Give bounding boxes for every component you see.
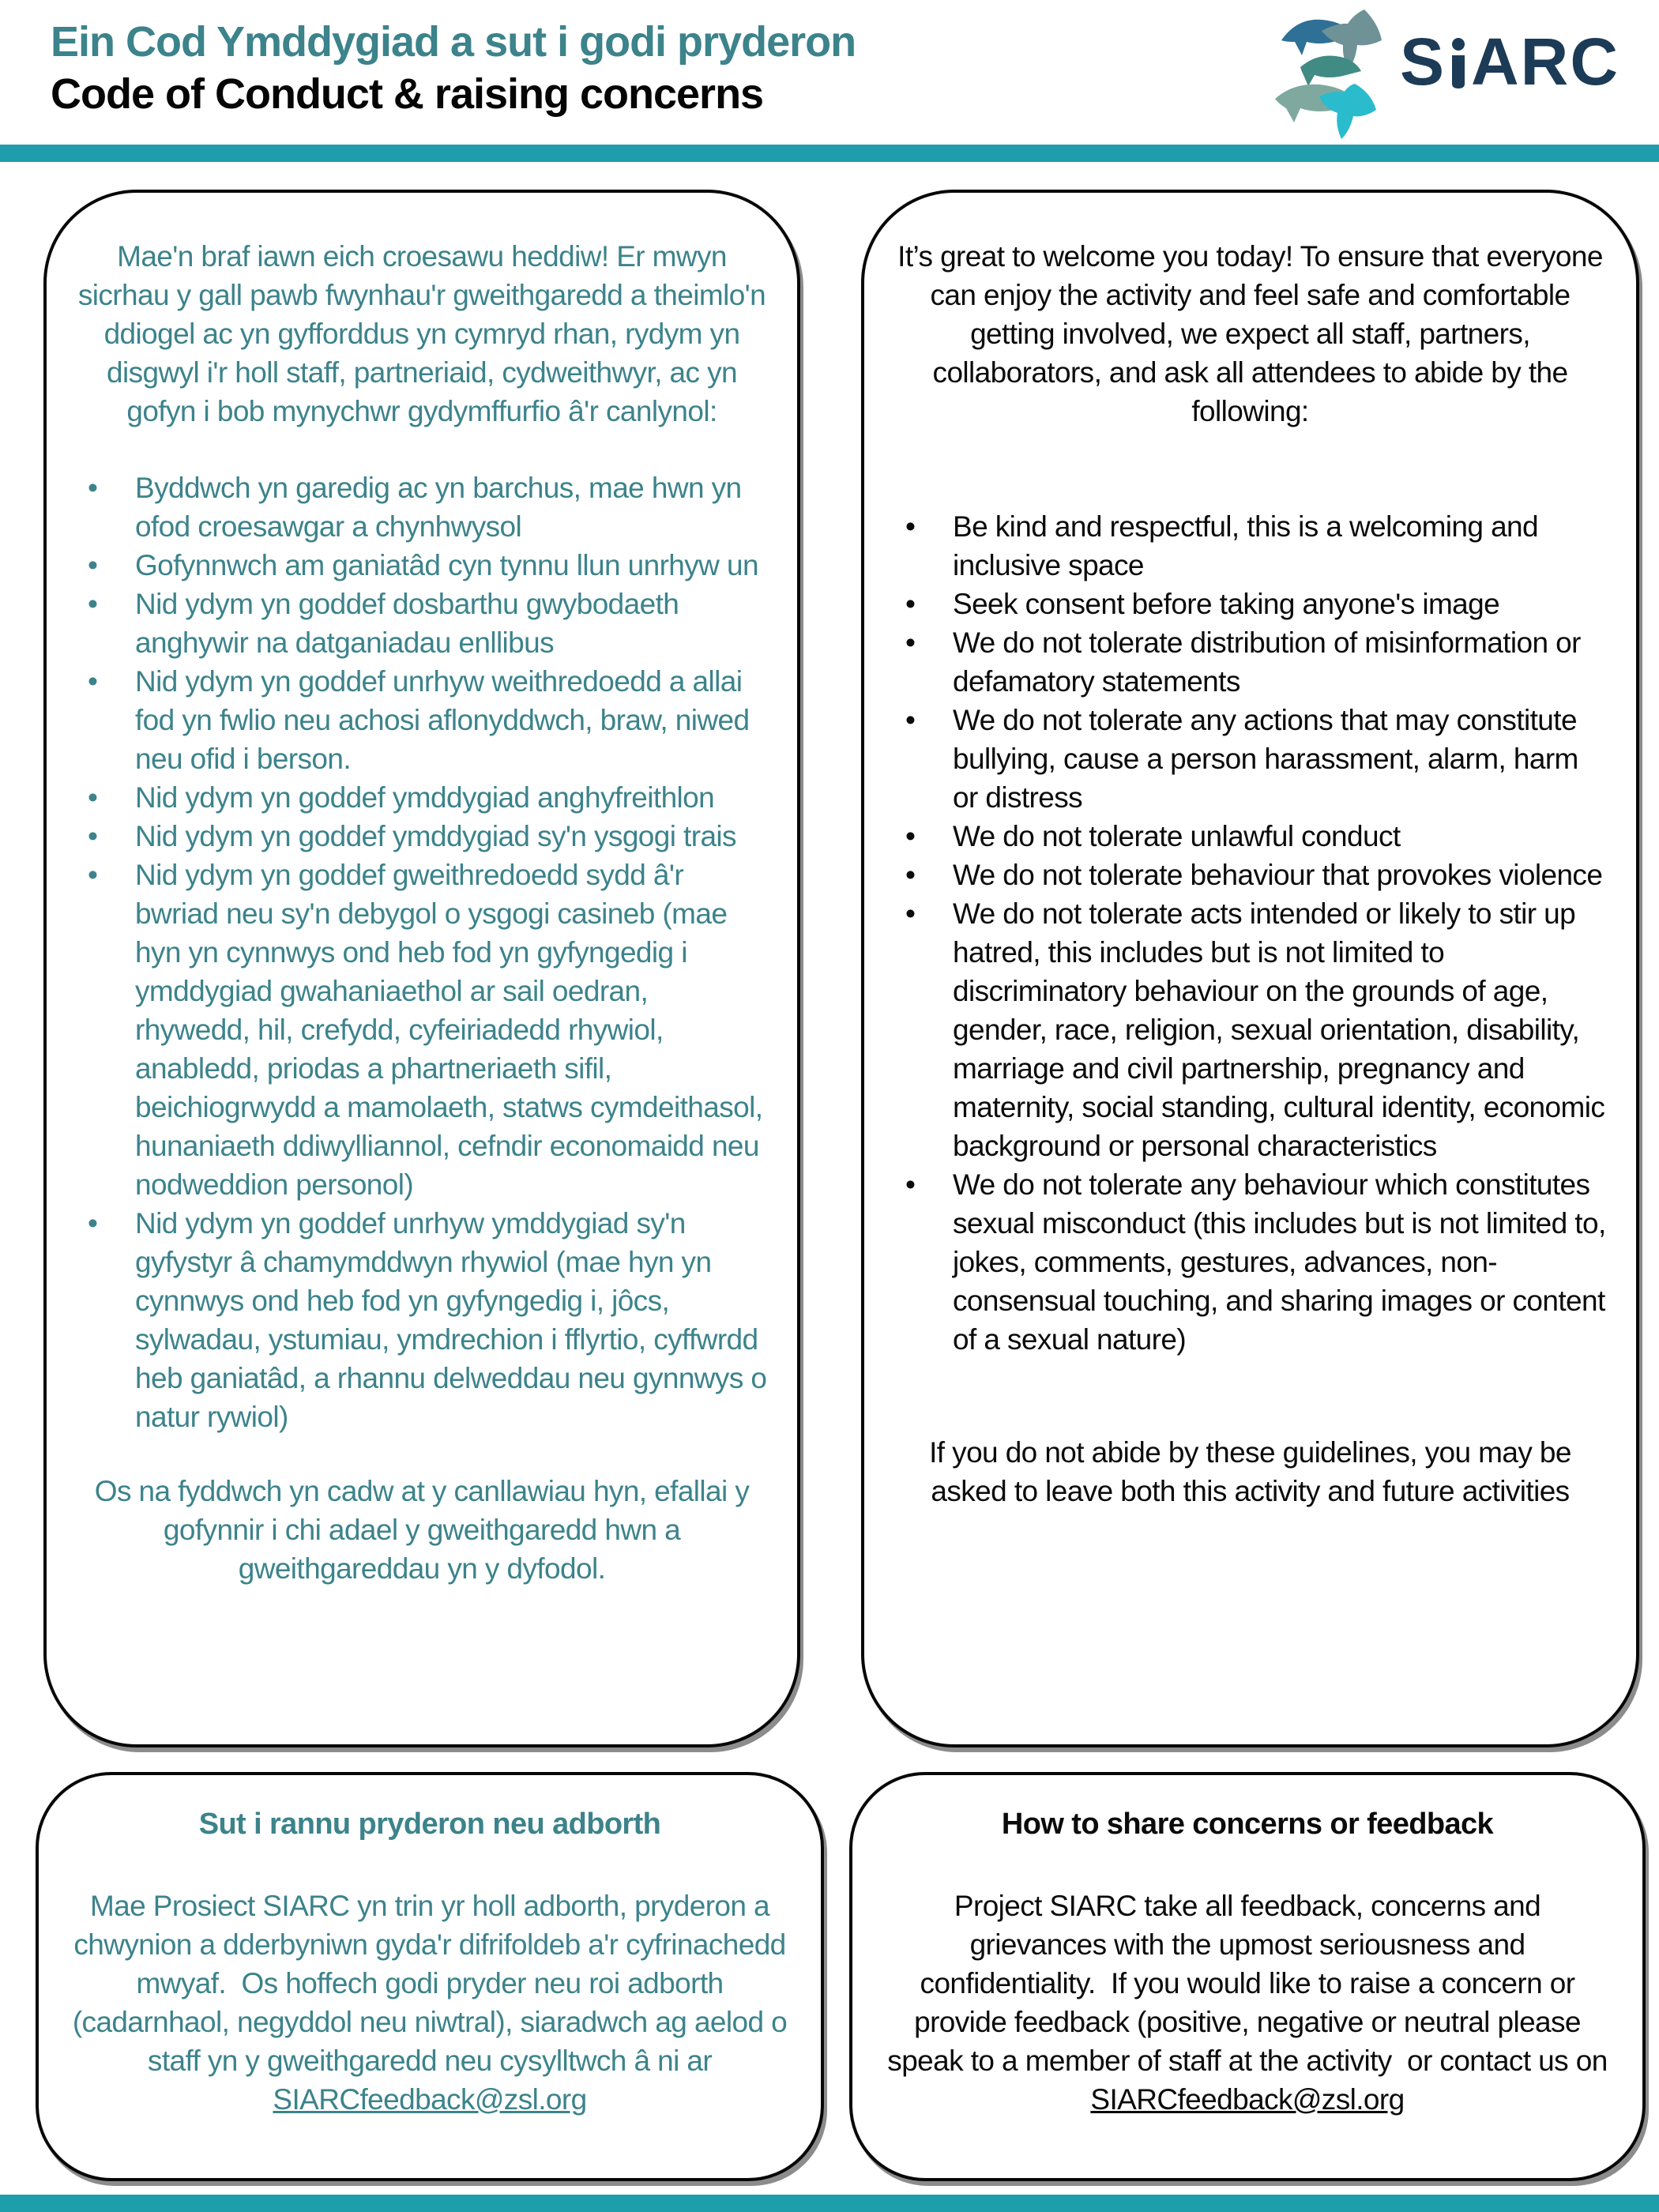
bullet-item: • We do not tolerate any actions that may constitute bullying, cause a person harassment, alarm, harm or distress [953,701,1609,817]
header-divider [0,145,1659,162]
sea-creatures-icon [1273,5,1394,141]
person-icon [1449,38,1468,90]
bullet-item: • We do not tolerate unlawful conduct [953,817,1609,856]
bullet-item: • We do not tolerate any behaviour which constitutes sexual misconduct (this includes but is not limited to, jokes, comments, gestures, advances, non-consensual touching, and sharing images or content of a sexual nature) [953,1165,1609,1359]
bullet-item: • We do not tolerate behaviour that provokes violence [953,856,1609,894]
bullet-item: • We do not tolerate acts intended or likely to stir up hatred, this includes but is not limited to discriminatory behaviour on the grounds of age, gender, race, religion, sexual orientation, disability, marriage and civil partnership, pregnancy and maternity, social standing, cultural identity, economic background or personal characteristics [953,894,1609,1165]
logo-letters-arc: ARC [1471,24,1620,99]
bullet-item: • Nid ydym yn goddef ymddygiad sy'n ysgogi trais [135,817,770,856]
welsh-feedback-title: Sut i rannu pryderon neu adborth [198,1808,661,1841]
feedback-email-link[interactable]: SIARCfeedback@zsl.org [273,2083,587,2116]
siarc-wordmark [1399,24,1620,117]
welsh-code-box [43,190,800,1747]
page-title-welsh: Ein Cod Ymddygiad a sut i godi pryderon [51,18,856,66]
english-intro: It’s great to welcome you today! To ensure that everyone can enjoy the activity and feel safe and comfortable getting involved, we expect all staff, partners, collaborators, and ask all attendees to abide by the following: [897,240,1603,427]
bullet-item: • Nid ydym yn goddef unrhyw weithredoedd a allai fod yn fwlio neu achosi aflonyddwch, braw, niwed neu ofid i berson. [135,662,770,778]
feedback-email-link[interactable]: SIARCfeedback@zsl.org [1090,2083,1405,2116]
english-feedback-body [884,1887,1611,2119]
english-code-box [861,190,1639,1747]
welsh-intro: Mae'n braf iawn eich croesawu heddiw! Er mwyn sicrhau y gall pawb fwynhau'r gweithgaredd a theimlo'n ddiogel ac yn gyfforddus yn cymryd rhan, rydym yn disgwyl i'r holl staff, partneriaid, cydweithwyr, ac yn gofyn i bob mynychwr gydymffurfio â'r canlynol: [77,240,766,427]
bullet-item: • Nid ydym yn goddef unrhyw ymddygiad sy'n gyfystyr â chamymddwyn rhywiol (mae hyn yn cynnwys ond heb fod yn gyfyngedig i, jôcs, sylwadau, ystumiau, ymdrechion i fflyrtio, cyffwrdd heb ganiatâd, a rhannu delweddau neu gynnwys o natur rywiol) [135,1204,770,1436]
bullet-item: • Seek consent before taking anyone's image [953,585,1609,623]
bullet-item: • Be kind and respectful, this is a welcoming and inclusive space [953,507,1609,585]
welsh-feedback-text: Mae Prosiect SIARC yn trin yr holl adborth, pryderon a chwynion a dderbyniwn gyda'r difrifoldeb a'r cyfrinachedd mwyaf. Os hoffech godi pryder neu roi adborth (cadarnhaol, negyddol neu niwtral), siaradwch ag aelod o staff yn y gweithgaredd neu cysylltwch â ni ar [72,1890,795,2077]
siarc-logo [1273,5,1620,141]
welsh-closing: Os na fyddwch yn cadw at y canllawiau hyn, efallai y gofynnir i chi adael y gweithgaredd hwn a gweithgareddau yn y dyfodol. [94,1475,750,1585]
page-titles [51,16,856,120]
bullet-item: • Nid ydym yn goddef gweithredoedd sydd â'r bwriad neu sy'n debygol o ysgogi casineb (mae hyn yn cynnwys ond heb fod yn gyfyngedig i ymddygiad gwahaniaethol ar sail oedran, rhywedd, hil, crefydd, cyfeiriadedd rhywiol, anabledd, priodas a phartneriaeth sifil, beichiogrwydd a mamolaeth, statws cymdeithasol, hunaniaeth ddiwylliannol, cefndir economaidd neu nodweddion personol) [135,856,770,1204]
bullet-item: • We do not tolerate distribution of misinformation or defamatory statements [953,623,1609,701]
bullet-item: • Gofynnwch am ganiatâd cyn tynnu llun unrhyw un [135,546,770,585]
logo-letter-s: S [1399,24,1446,99]
english-closing: If you do not abide by these guidelines, you may be asked to leave both this activity and future activities [929,1436,1571,1507]
footer-divider [0,2195,1659,2212]
welsh-bullet-list [73,468,770,1436]
bullet-item: • Byddwch yn garedig ac yn barchus, mae hwn yn ofod croesawgar a chynhwysol [135,468,770,546]
page-title-english: Code of Conduct & raising concerns [51,70,764,118]
bullet-item: • Nid ydym yn goddef dosbarthu gwybodaeth anghywir na datganiadau enllibus [135,585,770,662]
welsh-feedback-box [36,1772,824,2181]
bullet-item: • Nid ydym yn goddef ymddygiad anghyfreithlon [135,778,770,817]
english-feedback-box [849,1772,1646,2181]
english-bullet-list [891,507,1609,1359]
header [0,0,1659,145]
welsh-feedback-body [70,1887,795,2119]
english-feedback-text: Project SIARC take all feedback, concerns and grievances with the upmost seriousness and confidentiality. If you would like to raise a concern or provide feedback (positive, negative or neutral please speak to a member of staff at the activity or contact us on [887,1890,1608,2077]
english-feedback-title: How to share concerns or feedback [1001,1808,1494,1841]
